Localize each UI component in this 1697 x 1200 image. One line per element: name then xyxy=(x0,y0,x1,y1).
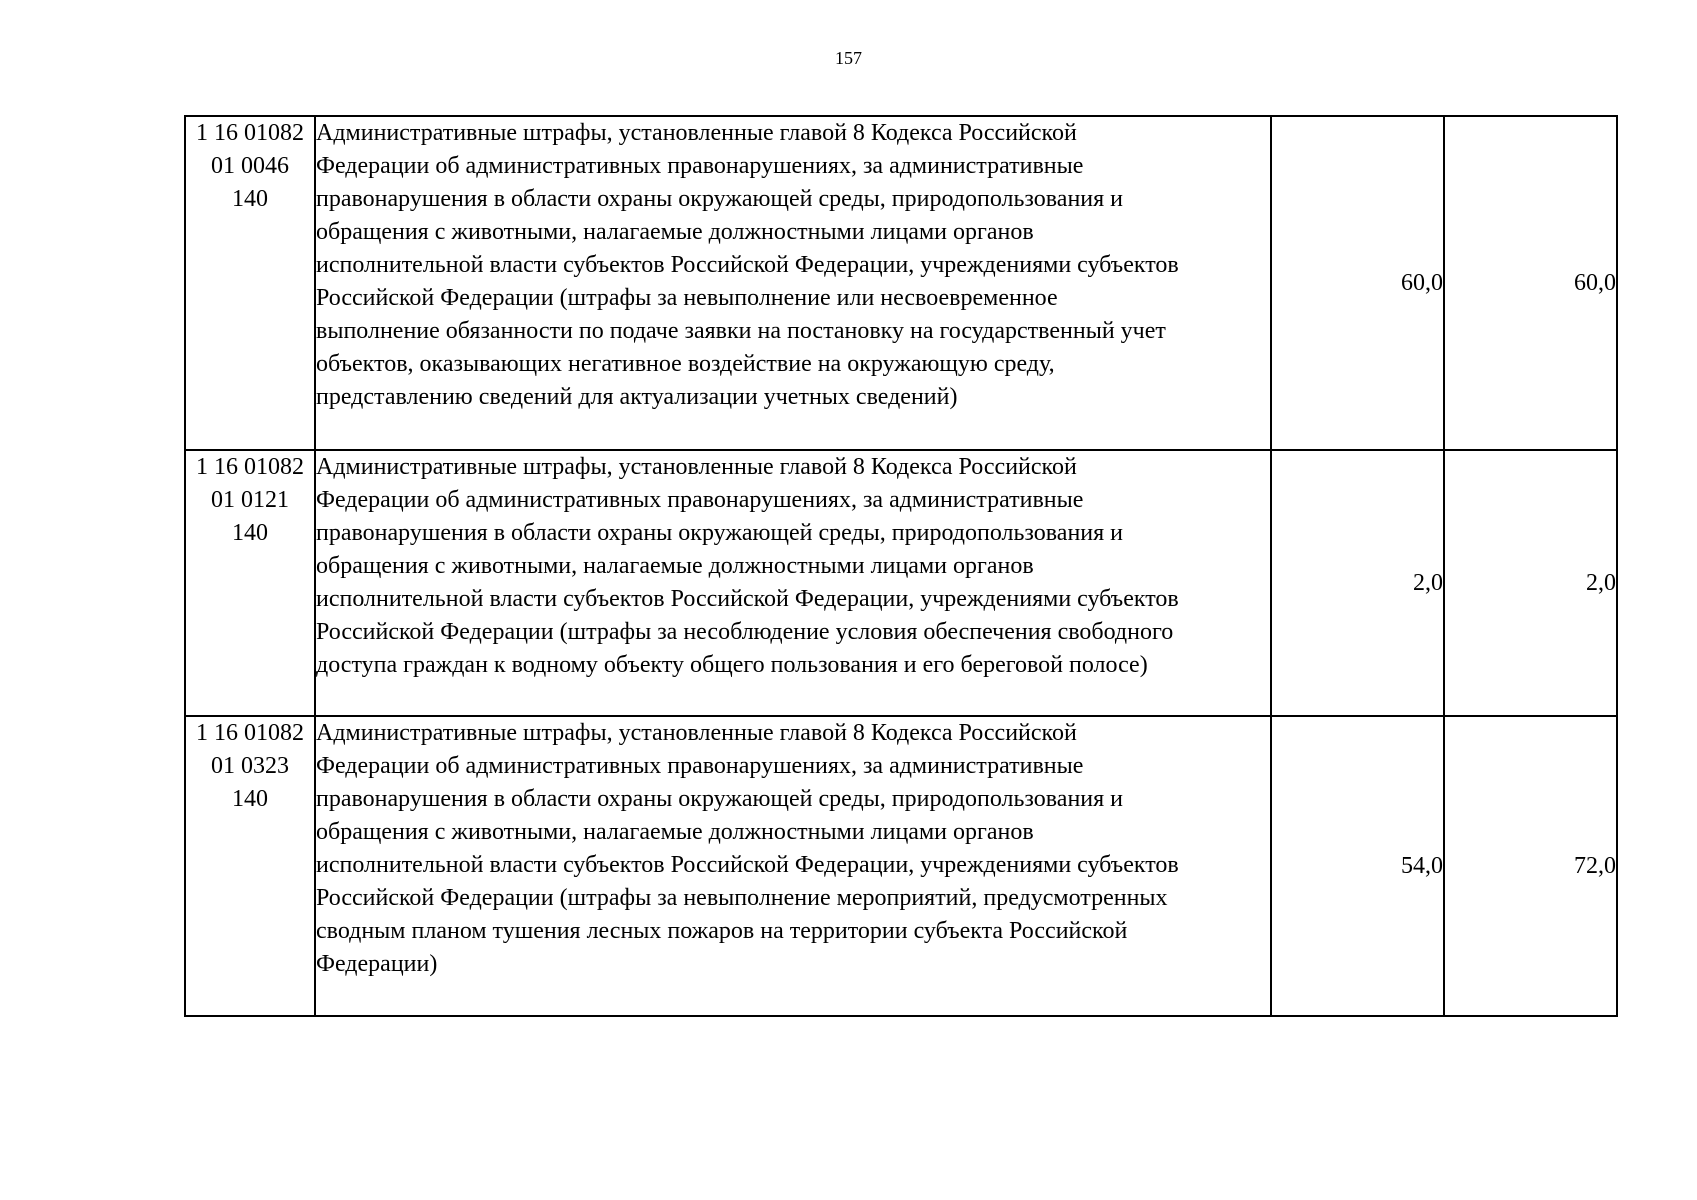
description-text: Административные штрафы, установленные главой 8 Кодекса Российской Федерации об административных правонарушениях, за административные правонарушения в области охраны окружающей среды, природопользования и обращения с животными, налагаемые должностными лицами органов исполнительной власти субъектов Российской Федерации, учреждениями субъектов Российской Федерации (штрафы за невыполнение или несвоевременное выполнение обязанности по подаче заявки на постановку на государственный учет объектов, оказывающих негативное воздействие на окружающую среду, представлению сведений для актуализации учетных сведений) xyxy=(316,120,1179,410)
budget-code-part: 1 16 01082 xyxy=(196,454,304,480)
budget-code-part: 1 16 01082 xyxy=(196,720,304,746)
value-1-cell: 54,0 xyxy=(1271,716,1444,1016)
budget-code-part: 140 xyxy=(232,786,268,812)
budget-code-part: 01 0323 xyxy=(211,753,289,779)
description-text: Административные штрафы, установленные главой 8 Кодекса Российской Федерации об административных правонарушениях, за административные правонарушения в области охраны окружающей среды, природопользования и обращения с животными, налагаемые должностными лицами органов исполнительной власти субъектов Российской Федерации, учреждениями субъектов Российской Федерации (штрафы за невыполнение мероприятий, предусмотренных сводным планом тушения лесных пожаров на территории субъекта Российской Федерации) xyxy=(316,720,1179,977)
table-row xyxy=(185,116,1617,450)
budget-code-cell xyxy=(185,116,315,450)
table-row xyxy=(185,716,1617,1016)
description-text: Административные штрафы, установленные главой 8 Кодекса Российской Федерации об административных правонарушениях, за административные правонарушения в области охраны окружающей среды, природопользования и обращения с животными, налагаемые должностными лицами органов исполнительной власти субъектов Российской Федерации, учреждениями субъектов Российской Федерации (штрафы за несоблюдение условия обеспечения свободного доступа граждан к водному объекту общего пользования и его береговой полосе) xyxy=(316,454,1179,678)
value-2-cell: 72,0 xyxy=(1444,716,1617,1016)
budget-code-cell xyxy=(185,716,315,1016)
value-2-cell: 60,0 xyxy=(1444,116,1617,450)
value-1-cell: 60,0 xyxy=(1271,116,1444,450)
budget-code-cell xyxy=(185,450,315,716)
budget-code-part: 01 0046 xyxy=(211,153,289,179)
budget-code-part: 01 0121 xyxy=(211,487,289,513)
budget-table xyxy=(184,115,1618,1017)
description-cell xyxy=(315,450,1271,716)
description-cell xyxy=(315,116,1271,450)
page-number: 157 xyxy=(835,48,862,68)
table-row xyxy=(185,450,1617,716)
description-cell xyxy=(315,716,1271,1016)
budget-code-part: 140 xyxy=(232,186,268,212)
budget-code-part: 1 16 01082 xyxy=(196,120,304,146)
budget-code-part: 140 xyxy=(232,520,268,546)
value-1-cell: 2,0 xyxy=(1271,450,1444,716)
value-2-cell: 2,0 xyxy=(1444,450,1617,716)
